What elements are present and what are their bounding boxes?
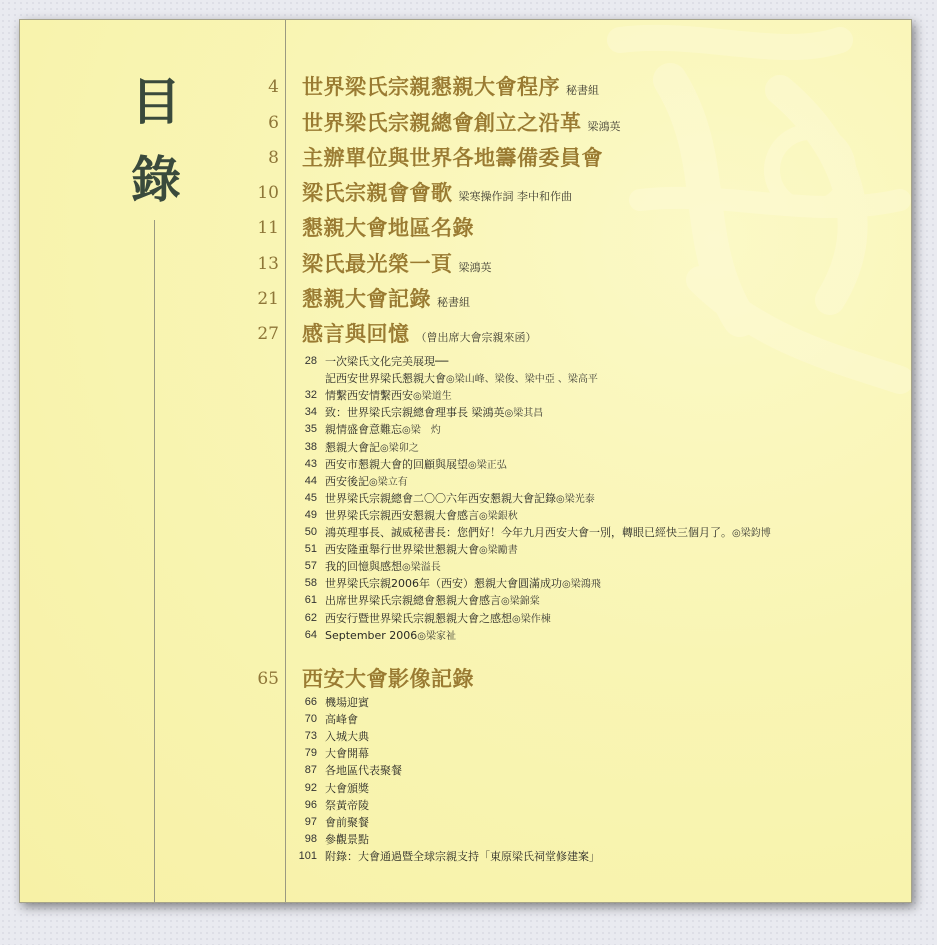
toc-sub-entry-text: 附錄：大會通過暨全球宗親支持「東原梁氏祠堂修建案」: [325, 849, 600, 863]
toc-sub-entry[interactable]: [20, 575, 911, 592]
toc-entry-page: 4: [268, 77, 279, 97]
toc-entry[interactable]: [20, 247, 911, 281]
toc-sub-entry-author: ◎梁正弘: [468, 459, 507, 471]
toc-sub-entry-text: 世界梁氏宗親西安懇親大會感言: [325, 508, 479, 522]
toc-sub-entry-text: 一次梁氏文化完美展現──: [325, 355, 449, 368]
toc-sub-entry-title: [325, 848, 600, 865]
toc-entry-title-text: 懇親大會記錄: [302, 286, 431, 311]
toc-sub-entry-text: 親情盛會意難忘: [325, 423, 402, 437]
toc-sub-entry-page: 34: [304, 406, 317, 419]
toc-sub-entry-title: [325, 370, 598, 388]
toc-entry-author: （曾出席大會宗親來函）: [415, 331, 537, 344]
toc-sub-entry[interactable]: [20, 370, 911, 387]
toc-sub-entry-text: 大會頒獎: [325, 781, 369, 795]
toc-sub-entry-page: 62: [304, 611, 317, 624]
toc-entry[interactable]: [20, 282, 911, 316]
toc-sub-entry[interactable]: [20, 814, 911, 831]
toc-sub-entry-page: 38: [304, 440, 317, 453]
toc-sub-entry-title: [325, 387, 452, 405]
toc-sub-entry[interactable]: [20, 711, 911, 728]
toc-sub-entry-title: [325, 745, 369, 762]
toc-sub-entry-author: ◎梁鈞博: [732, 528, 771, 539]
toc-sub-entry-page: 57: [304, 560, 317, 573]
toc-sub-entry[interactable]: [20, 780, 911, 797]
toc-sub-entry-author: ◎梁勵書: [479, 545, 518, 557]
toc-sub-entry-text: 大會開幕: [325, 747, 369, 761]
toc-entry[interactable]: [20, 70, 911, 104]
toc-sub-entry[interactable]: [20, 353, 911, 370]
toc-sub-entry[interactable]: [20, 439, 911, 456]
toc-sub-entry-title: [325, 814, 369, 831]
toc-entry-author: 秘書組: [566, 84, 599, 97]
toc-sub-entry-page: 92: [304, 781, 317, 794]
toc-sub-entry-author: ◎梁銀秋: [479, 510, 518, 522]
toc-sub-entry-text: 祭黃帝陵: [325, 798, 369, 812]
toc-entry[interactable]: [20, 317, 911, 351]
toc-sub-entry-author: ◎梁其昌: [504, 408, 544, 420]
toc-sub-entry-author: ◎梁卯之: [380, 442, 419, 454]
toc-sub-entry-page: 35: [304, 423, 317, 436]
toc-sub-entry-title: [325, 507, 518, 525]
toc-sub-entry[interactable]: [20, 797, 911, 814]
toc-entry-title: [302, 247, 492, 285]
toc-entry[interactable]: [20, 106, 911, 140]
toc-sub-entry-text: 出席世界梁氏宗親總會懇親大會感言: [325, 594, 501, 608]
toc-sub-entry[interactable]: [20, 610, 911, 627]
toc-sub-entry[interactable]: [20, 728, 911, 745]
toc-sub-entry-text: 西安隆重舉行世界梁世懇親大會: [325, 543, 479, 557]
toc-sub-entry-title: [325, 541, 518, 559]
toc-sub-entry-title: [325, 524, 771, 542]
toc-sub-entry-title: [325, 558, 441, 576]
toc-sub-entry-text: 鴻英理事長、誠威秘書長：您們好！今年九月西安大會一別，轉眼已經快三個月了。: [325, 526, 732, 539]
toc-sub-entry-page: 64: [304, 628, 317, 641]
toc-entry-page: 10: [257, 183, 279, 203]
toc-entry-author: 梁鴻英: [587, 120, 621, 133]
toc-sub-entry-text: 情繫西安情繫西安: [325, 389, 413, 403]
toc-entry-title: [302, 317, 537, 355]
toc-sub-entry-text: 懇親大會記: [325, 440, 380, 454]
toc-sub-entry[interactable]: [20, 694, 911, 711]
toc-sub-entry-page: 87: [304, 764, 317, 777]
toc-entry-author: 梁寒操作詞 李中和作曲: [458, 190, 572, 203]
toc-sub-entry-text: 致：世界梁氏宗親總會理事長 梁鴻英: [325, 406, 505, 420]
toc-sub-entry[interactable]: [20, 387, 911, 404]
toc-sub-entry[interactable]: [20, 524, 911, 541]
toc-sub-entry-text: 我的回憶與感想: [325, 560, 402, 574]
toc-sub-entry-page: 61: [304, 594, 317, 607]
toc-sub-entry-title: [325, 797, 369, 814]
toc-entry[interactable]: [20, 211, 911, 245]
toc-entry-title-text: 世界梁氏宗親總會創立之沿革: [302, 110, 582, 135]
toc-sub-entry-author: ◎梁鴻飛: [562, 579, 601, 591]
toc-sub-entry[interactable]: [20, 541, 911, 558]
toc-entry-title: [302, 106, 621, 144]
toc-sub-entry[interactable]: [20, 421, 911, 438]
toc-sub-entry[interactable]: [20, 831, 911, 848]
toc-sub-entry-author: ◎梁道生: [413, 391, 452, 403]
toc-sub-entry[interactable]: [20, 404, 911, 421]
toc-sub-entry[interactable]: [20, 456, 911, 473]
toc-entry-page: 8: [268, 148, 279, 168]
toc-sub-entry-text: 西安市懇親大會的回顧與展望: [325, 457, 468, 471]
toc-entry-page: 21: [257, 289, 279, 309]
toc-sub-entry-page: 28: [304, 355, 317, 367]
toc-entry-title: [302, 141, 609, 179]
toc-sub-entry-page: 50: [304, 526, 317, 538]
toc-entry-title-text: 懇親大會地區名錄: [302, 215, 474, 240]
toc-sub-entry-text: 入城大典: [325, 730, 369, 744]
toc-sub-entry-title: [325, 421, 441, 439]
toc-entry-page: 11: [257, 218, 279, 238]
toc-entry-page: 65: [257, 669, 279, 689]
toc-sub-entry-author: ◎梁錦棠: [501, 596, 540, 608]
toc-sub-entry[interactable]: [20, 627, 911, 644]
toc-sub-entry-text: 西安後記: [325, 474, 369, 488]
toc-entry-page: 27: [257, 324, 279, 344]
toc-sub-entry-page: 44: [304, 474, 317, 487]
toc-sub-entry[interactable]: [20, 745, 911, 762]
toc-sub-entry-title: [325, 404, 543, 422]
toc-entry-title: [302, 282, 470, 320]
toc-sub-entry-page: 51: [304, 543, 317, 556]
toc-sub-entry-text: 高峰會: [325, 713, 358, 727]
toc-entry-title: [302, 176, 572, 214]
toc-sub-entry-text: 各地區代表聚餐: [325, 764, 402, 778]
toc-sub-entry-page: 101: [298, 849, 317, 862]
toc-entry-65[interactable]: [20, 662, 911, 696]
toc-entry-title-text: 主辦單位與世界各地籌備委員會: [302, 145, 603, 170]
toc-sub-entry-title: [325, 711, 358, 728]
toc-entry[interactable]: [20, 141, 911, 175]
toc-sub-entry-title: [325, 592, 540, 610]
toc-sub-entry-title: [325, 610, 551, 628]
toc-sub-entry-title: [325, 439, 419, 457]
toc-sub-entry[interactable]: [20, 473, 911, 490]
toc-sub-entry-page: 43: [304, 457, 317, 470]
toc-sub-entry-author: ◎梁家祉: [417, 630, 457, 642]
toc-sub-entry[interactable]: [20, 848, 911, 865]
toc-sub-entry-author: ◎梁 灼: [402, 425, 441, 437]
toc-sub-entry-title: [325, 728, 369, 745]
toc-entry-title: [302, 70, 599, 108]
toc-sub-entry-page: 32: [304, 389, 317, 402]
toc-title-char-2: 錄: [131, 150, 181, 209]
toc-sub-entry-text: 世界梁氏宗親2006年（西安）懇親大會圓滿成功: [325, 577, 562, 591]
toc-sub-entry-page: 45: [304, 491, 317, 504]
toc-sub-entry-text: 世界梁氏宗親總會二〇〇六年西安懇親大會記錄: [325, 491, 556, 505]
toc-entry-page: 13: [257, 254, 279, 274]
toc-sub-entry-page: 97: [304, 815, 317, 828]
toc-sub-entry-title: [325, 762, 402, 779]
toc-entry-title-text: 梁氏最光榮一頁: [302, 251, 453, 276]
toc-sub-entry[interactable]: [20, 592, 911, 609]
toc-entry-title: 西安大會影像記錄: [302, 666, 474, 691]
toc-title-char-1: 目: [131, 72, 181, 131]
toc-sub-entry-page: 49: [304, 508, 317, 521]
toc-sub-entry-title: [325, 627, 456, 645]
toc-sub-entry-author: ◎梁溢長: [402, 562, 441, 574]
toc-sub-entry-title: [325, 353, 448, 371]
toc-sub-entry-title: [325, 694, 369, 711]
toc-sub-entry-text: 記西安世界梁氏懇親大會: [325, 372, 446, 386]
toc-sub-entry-text: 西安行暨世界梁氏宗親懇親大會之感想: [325, 611, 512, 625]
toc-entry-title: [302, 211, 480, 249]
toc-sub-entry[interactable]: [20, 762, 911, 779]
toc-sub-entry-page: 73: [304, 730, 317, 743]
toc-sub-entry-author: ◎梁作棟: [512, 613, 551, 625]
toc-sub-entry-title: [325, 473, 408, 491]
toc-sub-entry-page: 96: [304, 798, 317, 811]
toc-sub-entry[interactable]: [20, 490, 911, 507]
toc-sub-entry-page: 79: [304, 747, 317, 760]
toc-entry[interactable]: [20, 176, 911, 210]
toc-sub-entry-title: [325, 780, 369, 797]
toc-sub-entry-title: [325, 490, 595, 508]
toc-sub-entry-text: 參觀景點: [325, 832, 369, 846]
toc-sub-entry-title: [325, 575, 601, 593]
toc-entry-page: 6: [268, 113, 279, 133]
toc-sub-entry-title: [325, 456, 507, 474]
toc-sub-entry-text: 機場迎賓: [325, 696, 369, 709]
toc-sub-entry-page: 66: [304, 696, 317, 708]
toc-entry-title-text: 世界梁氏宗親懇親大會程序: [302, 74, 560, 99]
toc-page: [19, 19, 912, 903]
toc-sub-entry-page: 58: [304, 577, 317, 590]
toc-entry-author: 秘書組: [437, 296, 470, 309]
toc-sub-entry-text: September 2006: [325, 628, 418, 642]
toc-entry-author: 梁鴻英: [458, 261, 492, 274]
toc-sub-entry-page: 98: [304, 832, 317, 845]
toc-sub-entry-text: 會前聚餐: [325, 815, 369, 829]
toc-entry-title-text: 感言與回憶: [302, 321, 410, 346]
toc-sub-entry-author: ◎梁立有: [369, 476, 408, 488]
toc-sub-entry-author: ◎梁光泰: [556, 493, 595, 505]
toc-sub-entry[interactable]: [20, 507, 911, 524]
toc-sub-entry[interactable]: [20, 558, 911, 575]
toc-entry-title-text: 梁氏宗親會會歌: [302, 180, 453, 205]
toc-sub-entry-page: 70: [304, 713, 317, 726]
toc-sub-entry-author: ◎梁山峰、梁俊、梁中亞 、梁高平: [446, 374, 598, 386]
toc-sub-entry-title: [325, 831, 369, 848]
